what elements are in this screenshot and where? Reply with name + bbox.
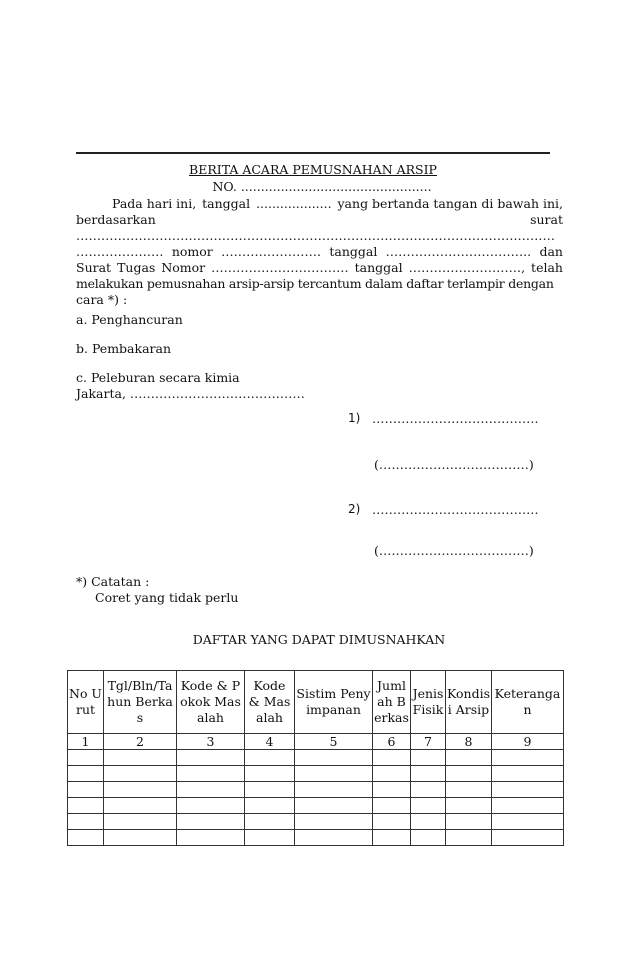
body-line-5 (76, 260, 563, 275)
document-title: BERITA ACARA PEMUSNAHAN ARSIP (189, 162, 437, 177)
table-cell (177, 782, 245, 798)
table-cell (245, 798, 295, 814)
table-row (68, 782, 564, 798)
body-text: …………………………… (211, 260, 349, 275)
table-cell (68, 750, 104, 766)
body-text: Tugas (117, 260, 156, 275)
table-cell (373, 782, 411, 798)
body-text: …………………………….. (385, 244, 532, 259)
table-cell (245, 782, 295, 798)
body-text: tanggal (354, 260, 403, 275)
body-text: Surat (76, 260, 112, 275)
body-line-2 (76, 212, 563, 227)
table-cell (295, 766, 373, 782)
table-cell (104, 750, 177, 766)
column-number: 5 (295, 734, 373, 750)
body-text: …………………… (221, 244, 322, 259)
body-line-3: …………………………………………………………………………………………….……… (76, 228, 555, 243)
column-number: 3 (177, 734, 245, 750)
table-cell (446, 814, 492, 830)
body-text: dan (539, 244, 563, 259)
table-cell (245, 766, 295, 782)
table-cell (177, 798, 245, 814)
table-cell (104, 814, 177, 830)
body-text: tanggal (202, 196, 251, 211)
table-cell (68, 798, 104, 814)
body-text: nomor (171, 244, 213, 259)
table-row (68, 798, 564, 814)
body-text: ................... (256, 196, 332, 211)
option-a: a. Penghancuran (76, 312, 183, 327)
table-cell (177, 750, 245, 766)
body-text: ………………………, (408, 260, 526, 275)
signature-2-name: (………………………………) (374, 543, 534, 558)
column-header: Kode & Masalah (245, 671, 295, 734)
table-row (68, 766, 564, 782)
table-cell (446, 830, 492, 846)
signature-1-number: 1) (348, 411, 361, 425)
table-cell (245, 750, 295, 766)
table-cell (68, 814, 104, 830)
table-cell (295, 814, 373, 830)
table-cell (446, 798, 492, 814)
table-cell (295, 798, 373, 814)
place-date: Jakarta, …………………………………… (76, 386, 305, 401)
column-header: Keterangan (492, 671, 564, 734)
table-cell (492, 814, 564, 830)
signature-2-line: …………………………………. (372, 502, 539, 517)
body-text: surat (530, 212, 563, 227)
option-b: b. Pembakaran (76, 341, 172, 356)
table-cell (295, 750, 373, 766)
table-cell (245, 814, 295, 830)
body-line-4 (76, 244, 563, 259)
table-cell (295, 782, 373, 798)
column-header: Jumlah Berkas (373, 671, 411, 734)
table-row (68, 814, 564, 830)
table-cell (245, 830, 295, 846)
table-cell (177, 766, 245, 782)
table-row (68, 830, 564, 846)
signature-2-number: 2) (348, 502, 361, 516)
table-cell (104, 830, 177, 846)
table-cell (295, 830, 373, 846)
table-cell (373, 750, 411, 766)
body-text: Nomor (161, 260, 206, 275)
table-cell (411, 750, 446, 766)
body-line-1 (112, 196, 563, 211)
list-title: DAFTAR YANG DAPAT DIMUSNAHKAN (192, 632, 446, 647)
column-number: 1 (68, 734, 104, 750)
column-number: 4 (245, 734, 295, 750)
table-cell (492, 750, 564, 766)
table-cell (492, 782, 564, 798)
body-text: tanggal (329, 244, 378, 259)
column-number: 6 (373, 734, 411, 750)
signature-1-line: …………………………………. (372, 411, 539, 426)
table-cell (411, 830, 446, 846)
column-number-row (68, 734, 564, 750)
column-number: 7 (411, 734, 446, 750)
option-c: c. Peleburan secara kimia (76, 370, 240, 385)
table-cell (177, 830, 245, 846)
table-cell (492, 766, 564, 782)
table-cell (411, 766, 446, 782)
table-cell (104, 782, 177, 798)
table-cell (104, 798, 177, 814)
top-rule (76, 152, 550, 154)
note-text: Coret yang tidak perlu (95, 590, 239, 605)
column-number: 2 (104, 734, 177, 750)
column-header: No Urut (68, 671, 104, 734)
column-number: 8 (446, 734, 492, 750)
body-line-7: cara *) : (76, 292, 128, 307)
table-cell (411, 782, 446, 798)
column-number: 9 (492, 734, 564, 750)
table-cell (68, 766, 104, 782)
table-cell (373, 814, 411, 830)
table-cell (446, 766, 492, 782)
table-cell (104, 766, 177, 782)
table-cell (492, 798, 564, 814)
column-header: Kode & Pokok Masalah (177, 671, 245, 734)
column-header: Jenis Fisik (411, 671, 446, 734)
table-cell (68, 782, 104, 798)
table-cell (68, 830, 104, 846)
table-cell (177, 814, 245, 830)
column-header: Sistim Penyimpanan (295, 671, 373, 734)
body-text: telah (531, 260, 563, 275)
table-cell (373, 766, 411, 782)
table-cell (373, 798, 411, 814)
table-cell (411, 814, 446, 830)
note-label: *) Catatan : (76, 574, 150, 589)
document-number: NO. ................................................ (212, 179, 432, 194)
body-text: ………………… (76, 244, 164, 259)
column-header: Kondisi Arsip (446, 671, 492, 734)
table-cell (446, 782, 492, 798)
disposal-list-table (67, 670, 564, 846)
signature-1-name: (………………………………) (374, 457, 534, 472)
table-cell (492, 830, 564, 846)
body-line-6: melakukan pemusnahan arsip-arsip tercantum dalam daftar terlampir dengan (76, 276, 554, 291)
body-text: Pada hari ini, (112, 196, 197, 211)
body-text: yang bertanda tangan di bawah ini, (337, 196, 563, 211)
column-header: Tgl/Bln/Tahun Berkas (104, 671, 177, 734)
body-text: berdasarkan (76, 212, 156, 227)
table-cell (446, 750, 492, 766)
table-cell (373, 830, 411, 846)
table-header-row (68, 671, 564, 734)
table-cell (411, 798, 446, 814)
table-row (68, 750, 564, 766)
